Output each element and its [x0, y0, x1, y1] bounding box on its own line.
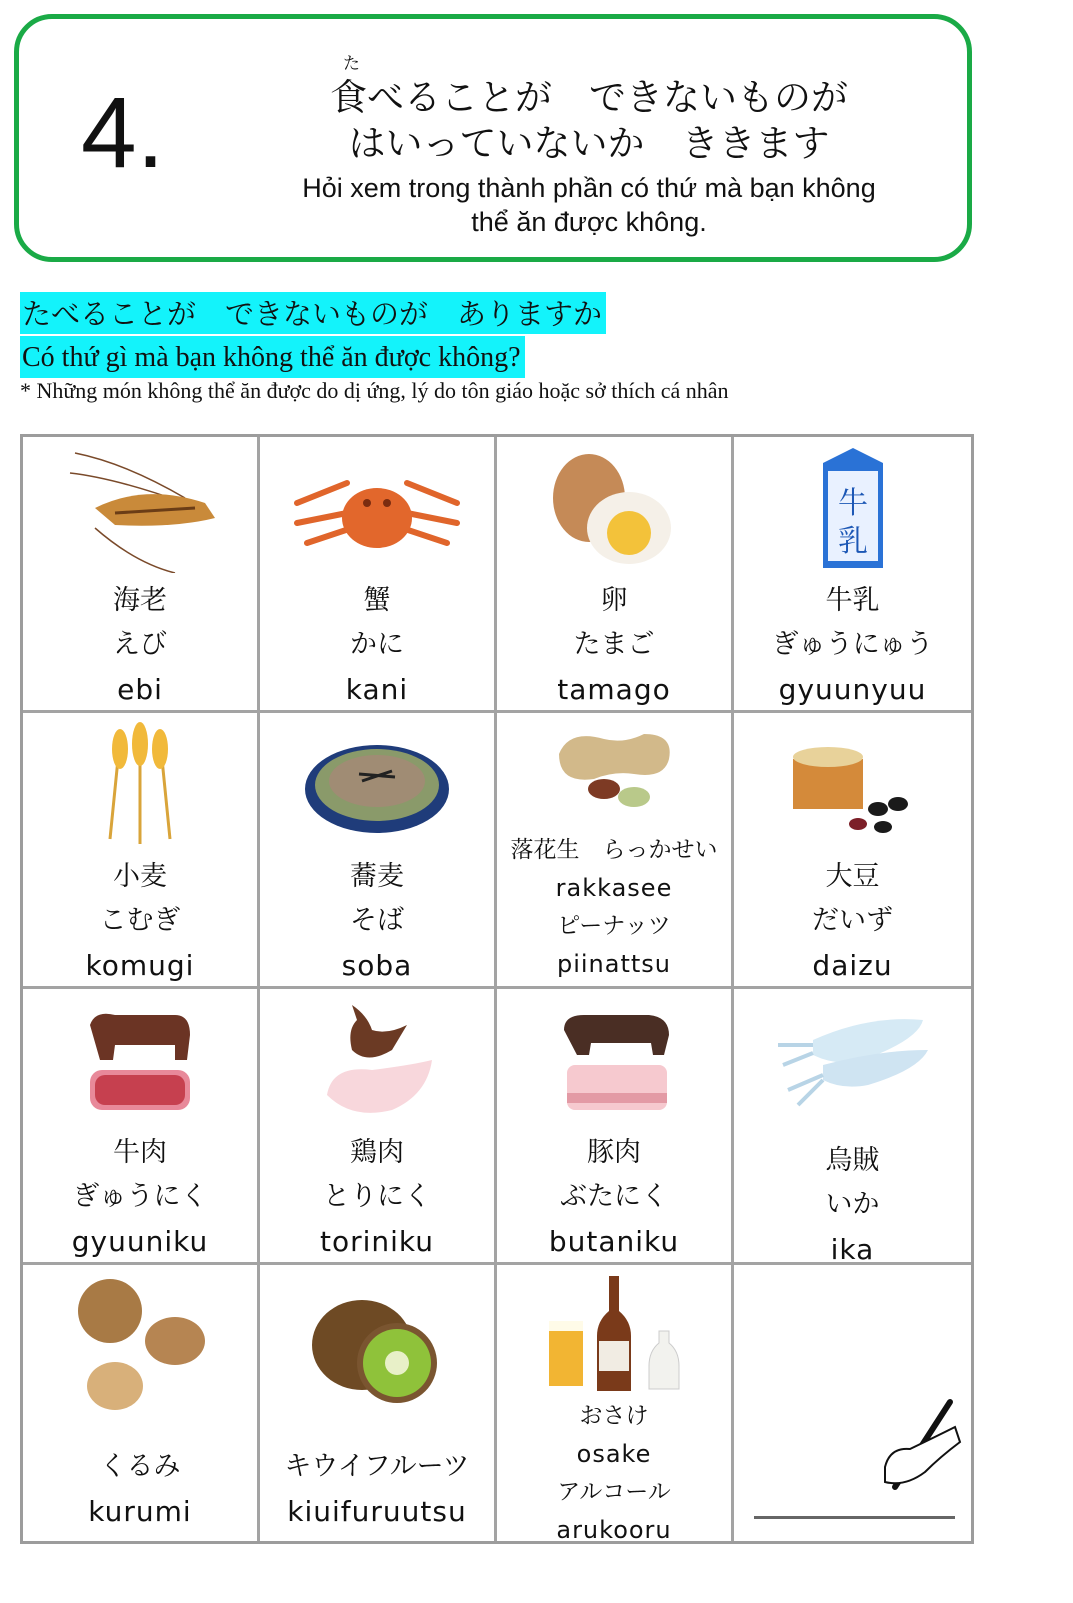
- food-cell-butaniku[interactable]: [497, 989, 734, 1265]
- soybean-icon: [734, 719, 971, 859]
- header-box: [14, 14, 972, 262]
- pork-icon: [497, 995, 731, 1135]
- food-kana: えび: [113, 629, 167, 660]
- shrimp-icon: [23, 443, 257, 583]
- food-name-line1: おさけ: [579, 1403, 649, 1429]
- food-kanji: 豚肉: [587, 1137, 641, 1168]
- food-romaji: tamago: [557, 673, 671, 706]
- food-kanji: 牛乳: [825, 585, 880, 616]
- food-cell-tamago[interactable]: [497, 437, 734, 713]
- question-block: [20, 292, 606, 378]
- food-cell-rakkasee[interactable]: [497, 713, 734, 989]
- food-kana: くるみ: [99, 1451, 181, 1482]
- food-kana: ぎゅうにゅう: [771, 629, 934, 660]
- header-jp-line1: 食べることが できないものが: [330, 76, 848, 119]
- step-number: 4.: [81, 77, 165, 189]
- wheat-icon: [23, 719, 257, 859]
- food-name-line2: osake: [576, 1440, 652, 1468]
- kiwi-icon: [260, 1285, 494, 1425]
- squid-icon: [734, 995, 971, 1135]
- food-kanji: 牛肉: [113, 1137, 167, 1168]
- milk-carton-icon: [734, 443, 971, 583]
- food-kanji: 小麦: [113, 861, 167, 892]
- egg-icon: [497, 443, 731, 583]
- food-romaji: komugi: [85, 949, 195, 982]
- food-kana: こむぎ: [99, 905, 181, 936]
- food-romaji: daizu: [812, 949, 893, 982]
- food-kanji: 卵: [600, 585, 628, 616]
- food-cell-kurumi[interactable]: [23, 1265, 260, 1541]
- header-jp-line2: はいっていないか ききます: [348, 122, 830, 165]
- food-cell-osake[interactable]: [497, 1265, 734, 1544]
- chicken-icon: [260, 995, 494, 1135]
- food-kanji: 大豆: [825, 861, 880, 892]
- food-kanji: 蟹: [363, 585, 391, 616]
- food-kanji: 海老: [113, 585, 167, 616]
- header-vi-line2: thể ăn được không.: [471, 207, 707, 237]
- svg-text:乳: 乳: [837, 524, 868, 559]
- food-cell-ika[interactable]: [734, 989, 971, 1265]
- food-kanji: 鶏肉: [350, 1137, 404, 1168]
- question-vi: Có thứ gì mà bạn không thể ăn được không?: [20, 336, 525, 378]
- food-kana: キウイフルーツ: [284, 1451, 470, 1482]
- food-kana: だいず: [812, 905, 893, 936]
- soba-noodles-icon: [260, 719, 494, 859]
- walnut-icon: [23, 1271, 257, 1431]
- food-kana: ぎゅうにく: [72, 1181, 208, 1212]
- beef-icon: [23, 995, 257, 1135]
- header-vi-line1: Hỏi xem trong thành phần có thứ mà bạn không: [302, 173, 876, 203]
- food-cell-gyuunyuu[interactable]: [734, 437, 971, 713]
- food-cell-gyuuniku[interactable]: [23, 989, 260, 1265]
- food-romaji: soba: [341, 949, 413, 982]
- peanut-icon: [497, 719, 731, 829]
- hand-writing-pen-icon: [865, 1387, 965, 1501]
- food-romaji: ebi: [117, 673, 163, 706]
- food-name-line3: ピーナッツ: [557, 913, 671, 939]
- food-kanji: 蕎麦: [350, 861, 404, 892]
- food-kana: そば: [350, 905, 404, 936]
- food-cell-soba[interactable]: [260, 713, 497, 989]
- food-romaji: kani: [345, 673, 409, 706]
- food-grid: [20, 434, 974, 1544]
- food-romaji: toriniku: [319, 1225, 435, 1258]
- food-name-line2: rakkasee: [555, 874, 673, 902]
- food-kanji: 烏賊: [825, 1145, 880, 1176]
- crab-icon: [260, 443, 494, 583]
- food-name-line4: piinattsu: [556, 950, 672, 978]
- food-romaji: butaniku: [548, 1225, 680, 1258]
- food-name-line3: アルコール: [557, 1479, 671, 1505]
- question-jp: たべることが できないものが ありますか: [20, 292, 606, 334]
- food-cell-toriniku[interactable]: [260, 989, 497, 1265]
- food-name-line4: arukooru: [556, 1516, 672, 1544]
- food-kana: かに: [350, 629, 404, 660]
- header-text: [259, 41, 919, 239]
- svg-text:牛: 牛: [837, 486, 868, 521]
- food-cell-kiuifuruutsu[interactable]: [260, 1265, 497, 1541]
- food-kana: とりにく: [323, 1181, 431, 1212]
- food-cell-komugi[interactable]: [23, 713, 260, 989]
- alcohol-icon: [497, 1271, 731, 1411]
- food-cell-daizu[interactable]: [734, 713, 971, 989]
- food-kana: いか: [825, 1189, 880, 1220]
- food-romaji: kiuifuruutsu: [287, 1495, 467, 1528]
- question-note: * Những món không thể ăn được do dị ứng, lý do tôn giáo hoặc sở thích cá nhân: [20, 378, 729, 403]
- furigana: た: [343, 54, 360, 74]
- food-romaji: ika: [830, 1233, 875, 1266]
- food-romaji: kurumi: [88, 1495, 192, 1528]
- food-cell-other-write-in[interactable]: [734, 1265, 971, 1541]
- food-romaji: gyuunyuu: [778, 673, 927, 706]
- food-cell-kani[interactable]: [260, 437, 497, 713]
- food-kana: ぶたにく: [560, 1181, 668, 1212]
- food-cell-ebi[interactable]: [23, 437, 260, 713]
- write-in-line[interactable]: [754, 1516, 955, 1519]
- food-romaji: gyuuniku: [71, 1225, 209, 1258]
- food-kana: たまご: [573, 629, 655, 660]
- food-name-line1: 落花生 らっかせい: [510, 837, 718, 863]
